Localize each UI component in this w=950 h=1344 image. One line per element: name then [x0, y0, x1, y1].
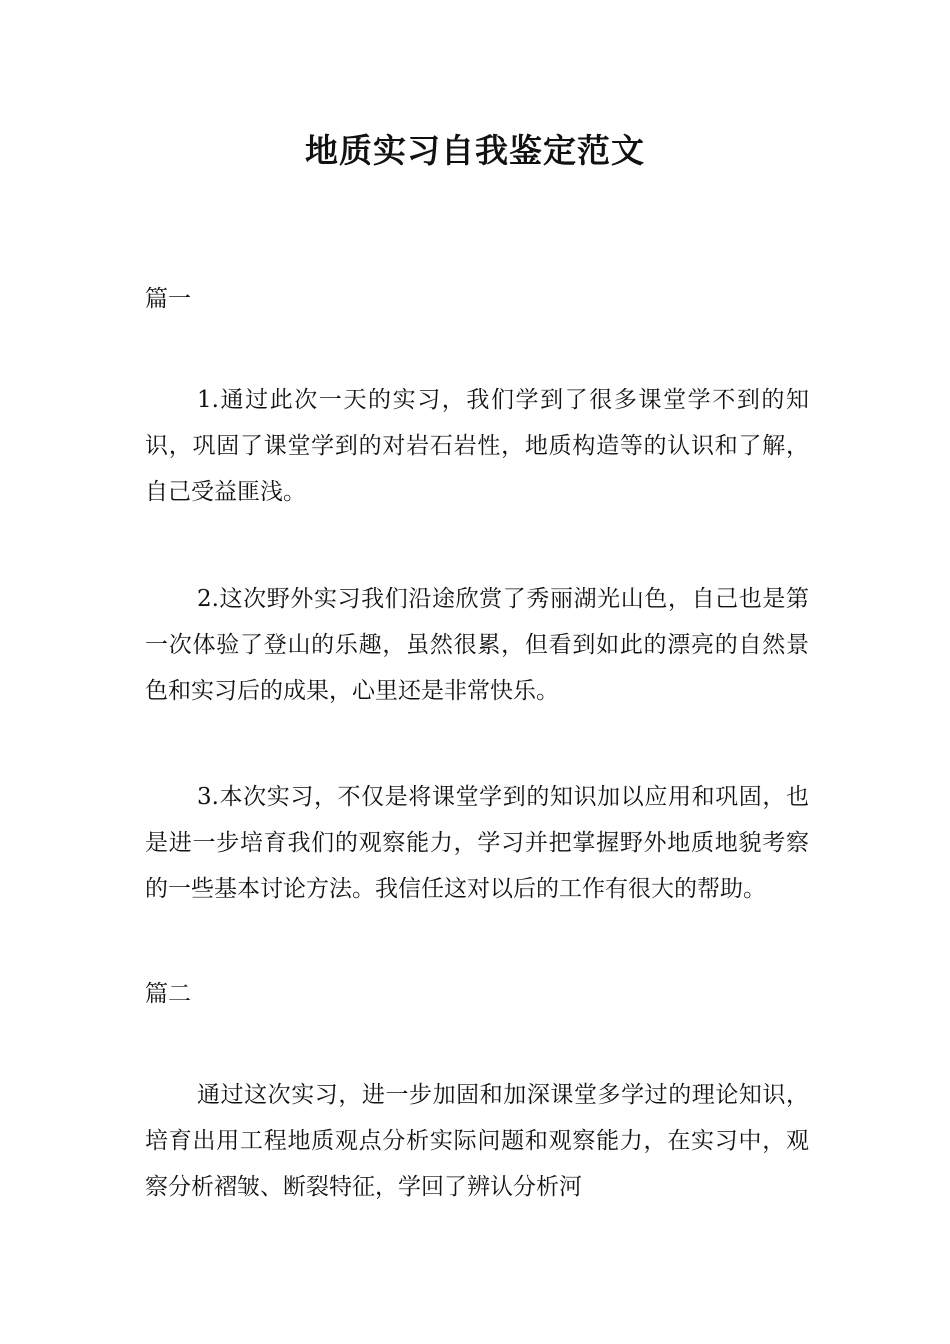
section-heading-2: 篇二	[145, 981, 191, 1007]
paragraph: 3.本次实习，不仅是将课堂学到的知识加以应用和巩固，也是进一步培育我们的观察能力，学习并把掌握野外地质地貌考察的一些基本讨论方法。我信任这对以后的工作有很大的帮助。	[145, 784, 809, 902]
document-title: 地质实习自我鉴定范文	[305, 131, 645, 170]
paragraph: 1.通过此次一天的实习，我们学到了很多课堂学不到的知识，巩固了课堂学到的对岩石岩性，地质构造等的认识和了解，自己受益匪浅。	[145, 387, 809, 505]
paragraph: 2.这次野外实习我们沿途欣赏了秀丽湖光山色，自己也是第一次体验了登山的乐趣，虽然很累，但看到如此的漂亮的自然景色和实习后的成果，心里还是非常快乐。	[145, 586, 809, 704]
paragraph: 通过这次实习，进一步加固和加深课堂多学过的理论知识，培育出用工程地质观点分析实际问题和观察能力，在实习中，观察分析褶皱、断裂特征，学回了辨认分析河	[145, 1082, 809, 1200]
section-heading-1: 篇一	[145, 286, 191, 312]
